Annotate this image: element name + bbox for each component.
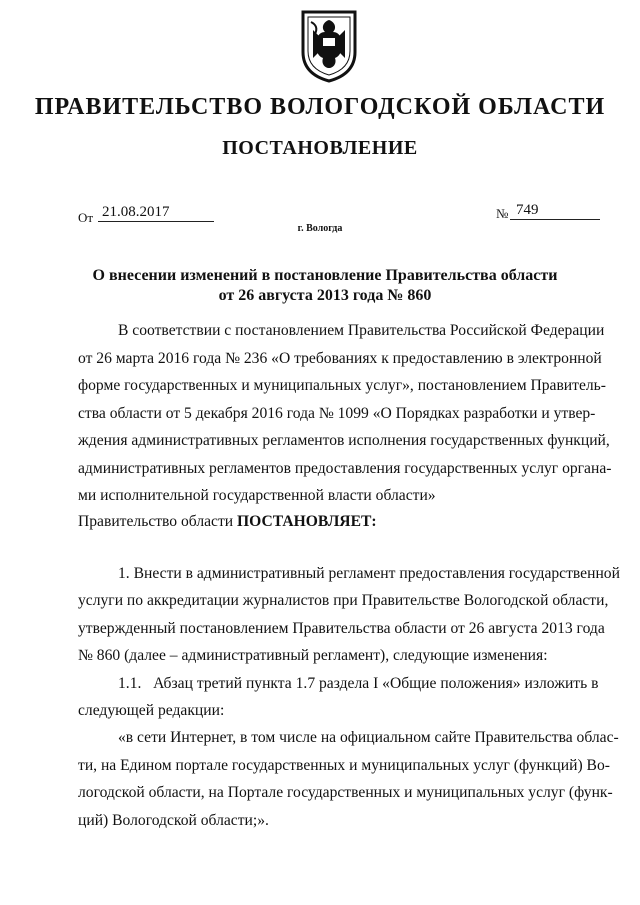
- preamble-line: форме государственных и муниципальных услуг», постановлением Правитель-: [78, 377, 606, 394]
- document-heading: [60, 266, 590, 306]
- city-label: г. Вологда: [297, 223, 343, 234]
- decree-prefix: Правительство области: [78, 513, 238, 530]
- date-label: От: [78, 210, 94, 225]
- item-1-line: услуги по аккредитации журналистов при Правительстве Вологодской области,: [78, 592, 609, 609]
- decree-line: [78, 512, 377, 532]
- quote-line: ций) Вологодской области;».: [78, 812, 269, 829]
- quote-line: ти, на Едином портале государственных и муниципальных услуг (функций) Во-: [78, 757, 610, 774]
- document-type: ПОСТАНОВЛЕНИЕ: [222, 137, 418, 159]
- item-1-line: № 860 (далее – административный регламент), следующие изменения:: [78, 647, 548, 664]
- organization-title: ПРАВИТЕЛЬСТВО ВОЛОГОДСКОЙ ОБЛАСТИ: [34, 94, 606, 120]
- item-1-1-line: 1.1. Абзац третий пункта 1.7 раздела I «Общие положения» изложить в: [118, 675, 599, 692]
- heading-line: О внесении изменений в постановление Правительства области: [92, 267, 558, 284]
- preamble-line: В соответствии с постановлением Правительства Российской Федерации: [118, 322, 605, 339]
- preamble-line: ства области от 5 декабря 2016 года № 1099 «О Порядках разработки и утвер-: [78, 405, 596, 422]
- coat-of-arms-icon: [299, 8, 359, 84]
- item-1-line: 1. Внести в административный регламент предоставления государственной: [118, 565, 620, 582]
- document-date: 21.08.2017: [98, 204, 214, 222]
- preamble-line: ми исполнительной государственной власти области»: [78, 487, 436, 504]
- item-1-line: утвержденный постановлением Правительства области от 26 августа 2013 года: [78, 620, 605, 637]
- preamble-line: от 26 марта 2016 года № 236 «О требованиях к предоставлению в электронной: [78, 350, 602, 367]
- preamble-line: ждения административных регламентов исполнения государственных функций,: [78, 432, 610, 449]
- item-1-1-line: следующей редакции:: [78, 702, 225, 719]
- preamble-line: административных регламентов предоставления государственных услуг органа-: [78, 460, 612, 477]
- document-number: 749: [510, 202, 600, 220]
- quote-line: «в сети Интернет, в том числе на официальном сайте Правительства облас-: [118, 729, 619, 746]
- number-label: №: [496, 206, 509, 221]
- heading-line: от 26 августа 2013 года № 860: [218, 287, 432, 304]
- quote-line: логодской области, на Портале государственных и муниципальных услуг (функ-: [78, 784, 613, 801]
- decree-emphasis: ПОСТАНОВЛЯЕТ:: [237, 513, 377, 530]
